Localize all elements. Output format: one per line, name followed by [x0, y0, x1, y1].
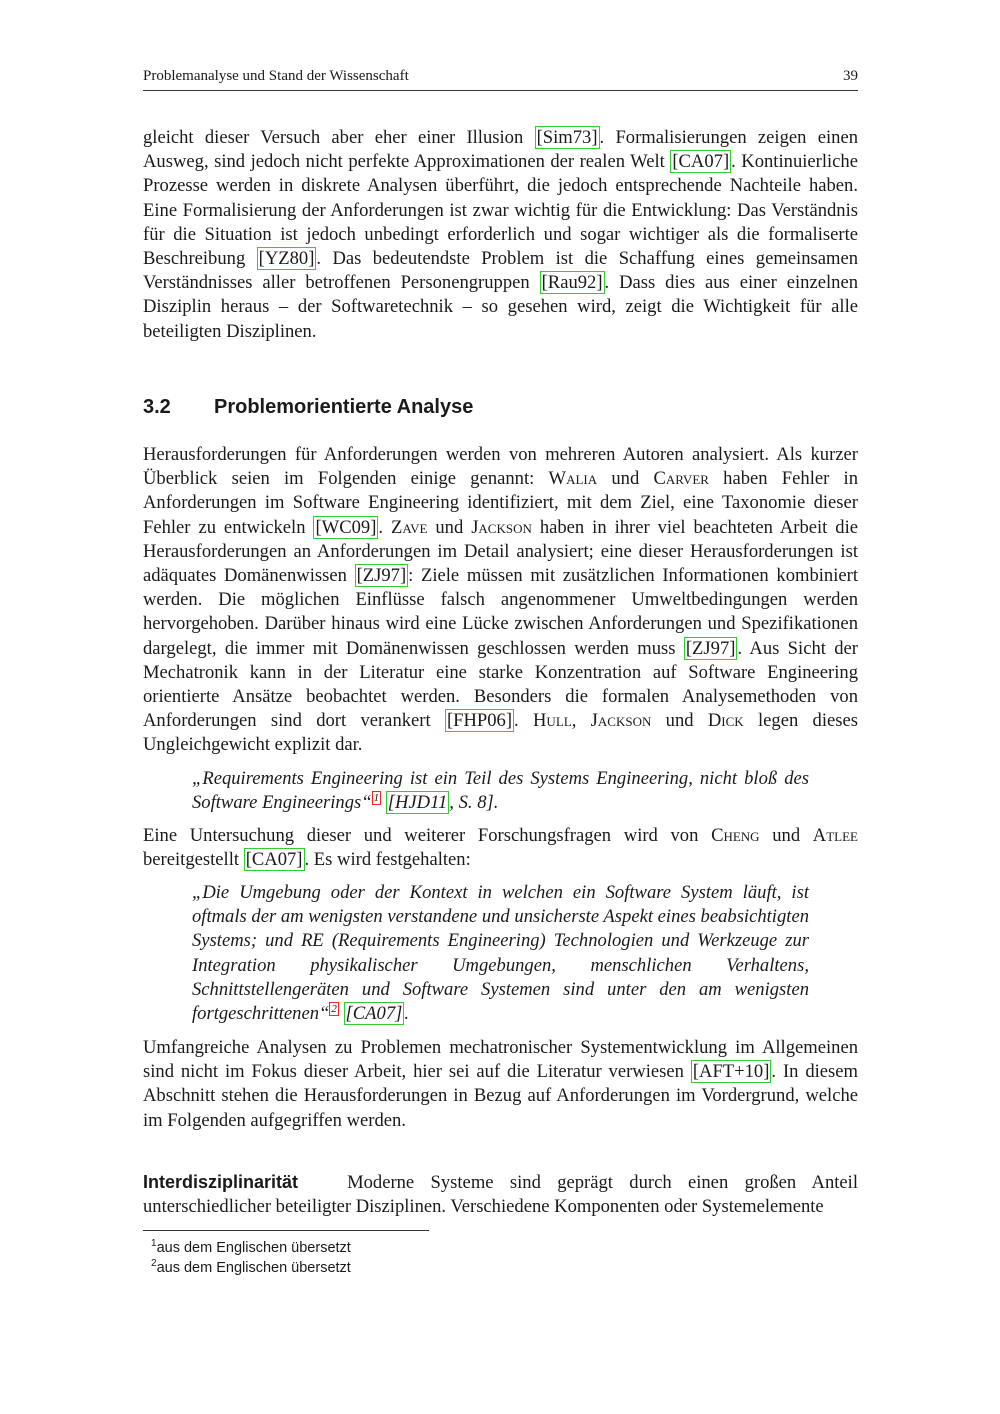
text: Eine Untersuchung dieser und weiterer Forschungsfragen wird von [143, 825, 712, 846]
text: . Es wird festgehalten: [304, 849, 471, 871]
footnote-ref[interactable]: 2 [331, 1002, 337, 1015]
footnote-mark: 2 [151, 1258, 157, 1269]
text: . [514, 710, 533, 732]
author-name: Hull [533, 710, 572, 732]
section-number: 3.2 [143, 396, 171, 418]
text: haben in ihrer viel beachteten Arbeit die Herausforderungen an Anforderungen im Detail analysiert; eine dieser Herausforderungen ist adäquates Domänenwissen [143, 516, 859, 587]
citation-link[interactable]: [CA07] [345, 1003, 403, 1025]
runin-heading: Interdisziplinarität [143, 1172, 299, 1192]
paragraph-interdisciplinarity [143, 1170, 858, 1219]
text: Umfangreiche Analysen zu Problemen mechatronischer Systementwicklung im Allgemeinen sind nicht im Fokus dieser Arbeit, hier sei auf die Literatur verwiesen [143, 1037, 858, 1083]
quote-text: „Die Umgebung oder der Kontext in welchen ein Software System läuft, ist oftmals der am wenigsten verstandene und unsicherste Aspekt eines beabsichtigten Systems; und RE (Requirements Engineering) Technologien und Werkzeuge zur Integration physikalischer Umgebungen, menschlichen Verhaltens, Schnittstellengeräten und Software Systemen sind unter den am wenigsten fortgeschrittenen“ [192, 882, 809, 1025]
author-name: Dick [707, 710, 744, 732]
text: und [651, 710, 708, 732]
text: . Das bedeutendste Problem ist die Schaffung eines gemeinsamen Verständnisses aller betroffenen Personengruppen [143, 248, 859, 294]
footnote [151, 1235, 351, 1257]
block-quote [192, 767, 809, 815]
text: Moderne Systeme sind geprägt durch einen großen Anteil unterschiedlicher beteiligter Disziplinen. Verschiedene Komponenten oder Systemelemente [143, 1172, 858, 1218]
text: . Dass dies aus einer einzelnen Disziplin heraus – der Softwaretechnik – so gesehen wird, zeigt die Wichtigkeit für alle beteiligten Disziplinen. [143, 272, 858, 342]
section-title: Problemorientierte Analyse [214, 396, 474, 418]
page-number: 39 [843, 68, 858, 84]
text: . In diesem Abschnitt stehen die Herausforderungen in Bezug auf Anforderungen im Vordergrund, welche im Folgenden aufgegriffen werden. [143, 1061, 858, 1131]
citation-link[interactable]: [FHP06] [446, 710, 513, 732]
running-header [143, 68, 858, 91]
footnote [151, 1255, 351, 1277]
footnote-text: aus dem Englischen übersetzt [156, 1239, 351, 1256]
text: . [404, 1003, 410, 1025]
author-name: Cheng [711, 825, 760, 846]
author-name: Walia [548, 468, 598, 490]
citation-link[interactable]: [CA07] [245, 849, 303, 871]
citation-link[interactable]: [WC09] [315, 516, 377, 538]
citation-link[interactable]: [HJD11 [387, 792, 448, 814]
footnote-text: aus dem Englischen übersetzt [156, 1259, 351, 1276]
text: . [378, 516, 391, 538]
section-heading [143, 396, 858, 419]
citation-link[interactable]: [YZ80] [258, 248, 315, 270]
footnote-mark: 1 [151, 1238, 157, 1249]
text: , S. 8]. [449, 792, 499, 814]
text: und [427, 516, 472, 538]
paragraph-investigation [143, 824, 858, 872]
text: gleicht dieser Versuch aber eher einer Illusion [143, 127, 535, 148]
author-name: Atlee [812, 825, 858, 846]
text: bereitgestellt [143, 849, 244, 871]
text: legen dieses Ungleichgewicht explizit dar. [143, 710, 858, 756]
text: . Formalisierungen zeigen einen Ausweg, sind jedoch nicht perfekte Approximationen der realen Welt [143, 127, 858, 173]
author-name: Zave [391, 516, 428, 538]
paragraph-intro [143, 126, 858, 344]
footnote-divider [143, 1230, 429, 1231]
citation-link[interactable]: [CA07] [672, 151, 730, 173]
citation-link[interactable]: [ZJ97] [356, 565, 407, 587]
text: . Kontinuierliche Prozesse werden in diskrete Analysen überführt, die jedoch entsprechende Nachteile haben. Eine Formalisierung der Anforderungen ist zwar wichtig für die Entwicklung: Das Verständnis für die Situation ist jedoch unbedingt erforderlich und sogar wichtiger als die formaliserte Beschreibung [143, 151, 858, 270]
header-title: Problemanalyse und Stand der Wissenschaft [143, 68, 409, 84]
paragraph-scope [143, 1036, 858, 1133]
text: . Aus Sicht der Mechatronik kann in der Literatur eine starke Konzentration auf Software Engineering orientierte Ansätze beobachtet werden. Besonders die formalen Analysemethoden von Anforderungen sind dort verankert [143, 637, 858, 732]
author-name: Jackson [471, 516, 532, 538]
citation-link[interactable]: [ZJ97] [685, 637, 736, 659]
block-quote [192, 881, 809, 1026]
footnote-ref[interactable]: 1 [373, 792, 380, 805]
text: und [597, 468, 654, 490]
text: haben Fehler in Anforderungen im Software Engineering identifiziert, mit dem Ziel, eine Taxonomie dieser Fehler zu entwickeln [143, 468, 858, 538]
quote-text: „Requirements Engineering ist ein Teil des Systems Engineering, nicht bloß des Software Engineerings“ [192, 768, 809, 814]
text: : Ziele müssen mit zusätzlichen Informationen kombiniert werden. Die möglichen Einflüsse falsch angenommener Umweltbedingungen werden hervorgehoben. Darüber hinaus wird eine Lücke zwischen Anforderungen und Spezifikationen dargelegt, die immer mit Domänenwissen geschlossen werden muss [143, 565, 858, 659]
paragraph-analysis [143, 443, 858, 758]
text: Herausforderungen für Anforderungen werden von mehreren Autoren analysiert. Als kurzer Überblick seien im Folgenden einige genannt: [143, 444, 858, 490]
citation-link[interactable]: [AFT+10] [692, 1061, 770, 1083]
author-name: Carver [653, 468, 709, 490]
text: und [759, 825, 813, 846]
author-name: Jackson [590, 710, 652, 732]
text: , [571, 710, 591, 732]
citation-link[interactable]: [Rau92] [541, 272, 603, 294]
citation-link[interactable]: [Sim73] [536, 127, 598, 148]
